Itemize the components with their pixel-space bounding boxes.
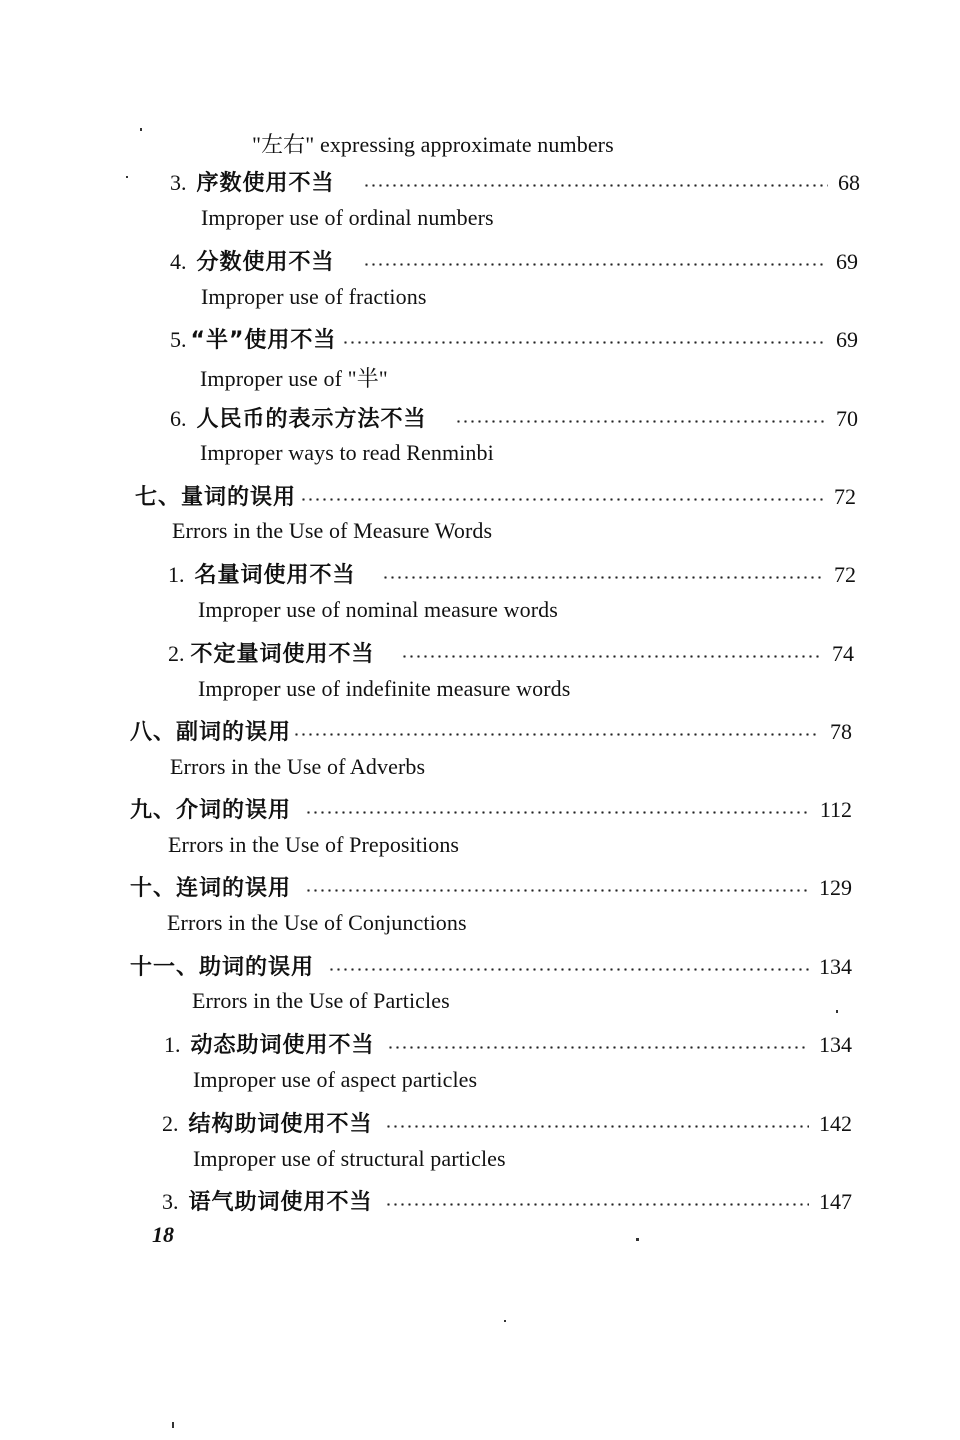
toc-entry-number: 3. [162, 1189, 179, 1214]
toc-entry-page: 69 [836, 249, 858, 274]
toc-subtitle: Errors in the Use of Prepositions [168, 832, 460, 857]
toc-entry-title: 介词的误用 [176, 798, 292, 823]
toc-entry-title: “半”使用不当 [190, 328, 337, 353]
toc-subtitle: Improper use of nominal measure words [198, 597, 558, 622]
dot-leader [385, 1125, 809, 1128]
toc-entry-page: 74 [832, 641, 854, 666]
toc-subtitle: Errors in the Use of Measure Words [172, 518, 493, 543]
scan-speck [140, 128, 142, 131]
toc-entry-page: 69 [836, 327, 858, 352]
toc-entry[interactable] [130, 950, 852, 981]
dot-leader [305, 811, 810, 814]
scan-speck [504, 1320, 506, 1322]
scan-speck [126, 176, 128, 178]
toc-entry-number: 1. [164, 1032, 181, 1057]
toc-entry-page: 142 [819, 1111, 852, 1136]
toc-entry-title: 序数使用不当 [196, 171, 335, 196]
toc-entry-number: 十、 [130, 876, 177, 901]
dot-leader [363, 263, 826, 266]
toc-entry-title: 分数使用不当 [196, 250, 335, 275]
toc-entry[interactable] [170, 245, 858, 276]
toc-subtitle: Errors in the Use of Adverbs [170, 754, 426, 779]
toc-subtitle: Errors in the Use of Conjunctions [167, 910, 467, 935]
toc-entry[interactable] [170, 323, 858, 354]
toc-entry[interactable] [130, 793, 852, 824]
toc-entry-number: 2. [162, 1111, 179, 1136]
toc-entry-page: 70 [836, 406, 858, 431]
dot-leader [363, 184, 828, 187]
toc-entry-page: 134 [819, 954, 852, 979]
toc-entry[interactable] [130, 715, 852, 746]
toc-subtitle: Improper use of ordinal numbers [201, 205, 494, 230]
toc-entry-title: 不定量词使用不当 [190, 642, 375, 667]
dot-leader [387, 1046, 809, 1049]
toc-subtitle: Improper ways to read Renminbi [200, 440, 494, 465]
dot-leader [455, 420, 826, 423]
toc-entry-number: 八、 [130, 720, 177, 745]
toc-entry-page: 78 [830, 719, 852, 744]
dot-leader [300, 498, 824, 501]
toc-entry-title: 连词的误用 [176, 876, 292, 901]
toc-entry-number: 6. [170, 406, 187, 431]
page-number: 18 [152, 1222, 174, 1247]
toc-entry-page: 129 [819, 875, 852, 900]
toc-entry[interactable] [162, 1107, 852, 1138]
dot-leader [328, 968, 809, 971]
toc-entry-page: 134 [819, 1032, 852, 1057]
toc-entry[interactable] [164, 1028, 852, 1059]
dot-leader [342, 341, 826, 344]
toc-subtitle: Improper use of structural particles [193, 1146, 506, 1171]
dot-leader [382, 576, 824, 579]
toc-subtitle: Improper use of "半" [200, 366, 388, 391]
toc-entry[interactable] [170, 166, 860, 197]
dot-leader [305, 889, 809, 892]
toc-subtitle: Improper use of fractions [201, 284, 427, 309]
toc-entry-number: 七、 [135, 485, 182, 510]
toc-subtitle: "左右" expressing approximate numbers [252, 132, 614, 157]
toc-entry-number: 2. [168, 641, 185, 666]
toc-entry-page: 72 [834, 484, 856, 509]
toc-entry-title: 结构助词使用不当 [188, 1112, 373, 1137]
toc-entry-title: 人民币的表示方法不当 [196, 407, 427, 432]
toc-subtitle: Improper use of indefinite measure words [198, 676, 571, 701]
toc-subtitle: Errors in the Use of Particles [192, 988, 450, 1013]
toc-entry[interactable] [130, 871, 852, 902]
toc-entry-page: 147 [819, 1189, 852, 1214]
toc-entry-number: 十一、 [130, 955, 200, 980]
toc-entry[interactable] [170, 402, 858, 433]
toc-entry-page: 112 [819, 797, 852, 822]
toc-entry-title: 名量词使用不当 [194, 563, 356, 588]
dot-leader [401, 655, 822, 658]
toc-entry-number: 4. [170, 249, 187, 274]
toc-entry-title: 副词的误用 [176, 720, 292, 745]
scan-speck [172, 1422, 174, 1428]
toc-entry[interactable] [168, 558, 856, 589]
toc-entry[interactable] [168, 637, 854, 668]
scan-speck [836, 1010, 838, 1013]
toc-entry-title: 量词的误用 [181, 485, 297, 510]
toc-entry-title: 动态助词使用不当 [190, 1033, 375, 1058]
toc-entry[interactable] [162, 1185, 852, 1216]
toc-entry-number: 1. [168, 562, 185, 587]
toc-entry[interactable] [135, 480, 856, 511]
toc-entry-page: 72 [834, 562, 856, 587]
toc-entry-page: 68 [838, 170, 860, 195]
toc-entry-title: 语气助词使用不当 [188, 1190, 373, 1215]
scan-speck [636, 1238, 639, 1241]
toc-subtitle: Improper use of aspect particles [193, 1067, 478, 1092]
toc-entry-number: 5. [170, 327, 187, 352]
toc-entry-number: 3. [170, 170, 187, 195]
toc-entry-title: 助词的误用 [199, 955, 315, 980]
dot-leader [293, 733, 820, 736]
dot-leader [385, 1203, 809, 1206]
toc-entry-number: 九、 [130, 798, 177, 823]
